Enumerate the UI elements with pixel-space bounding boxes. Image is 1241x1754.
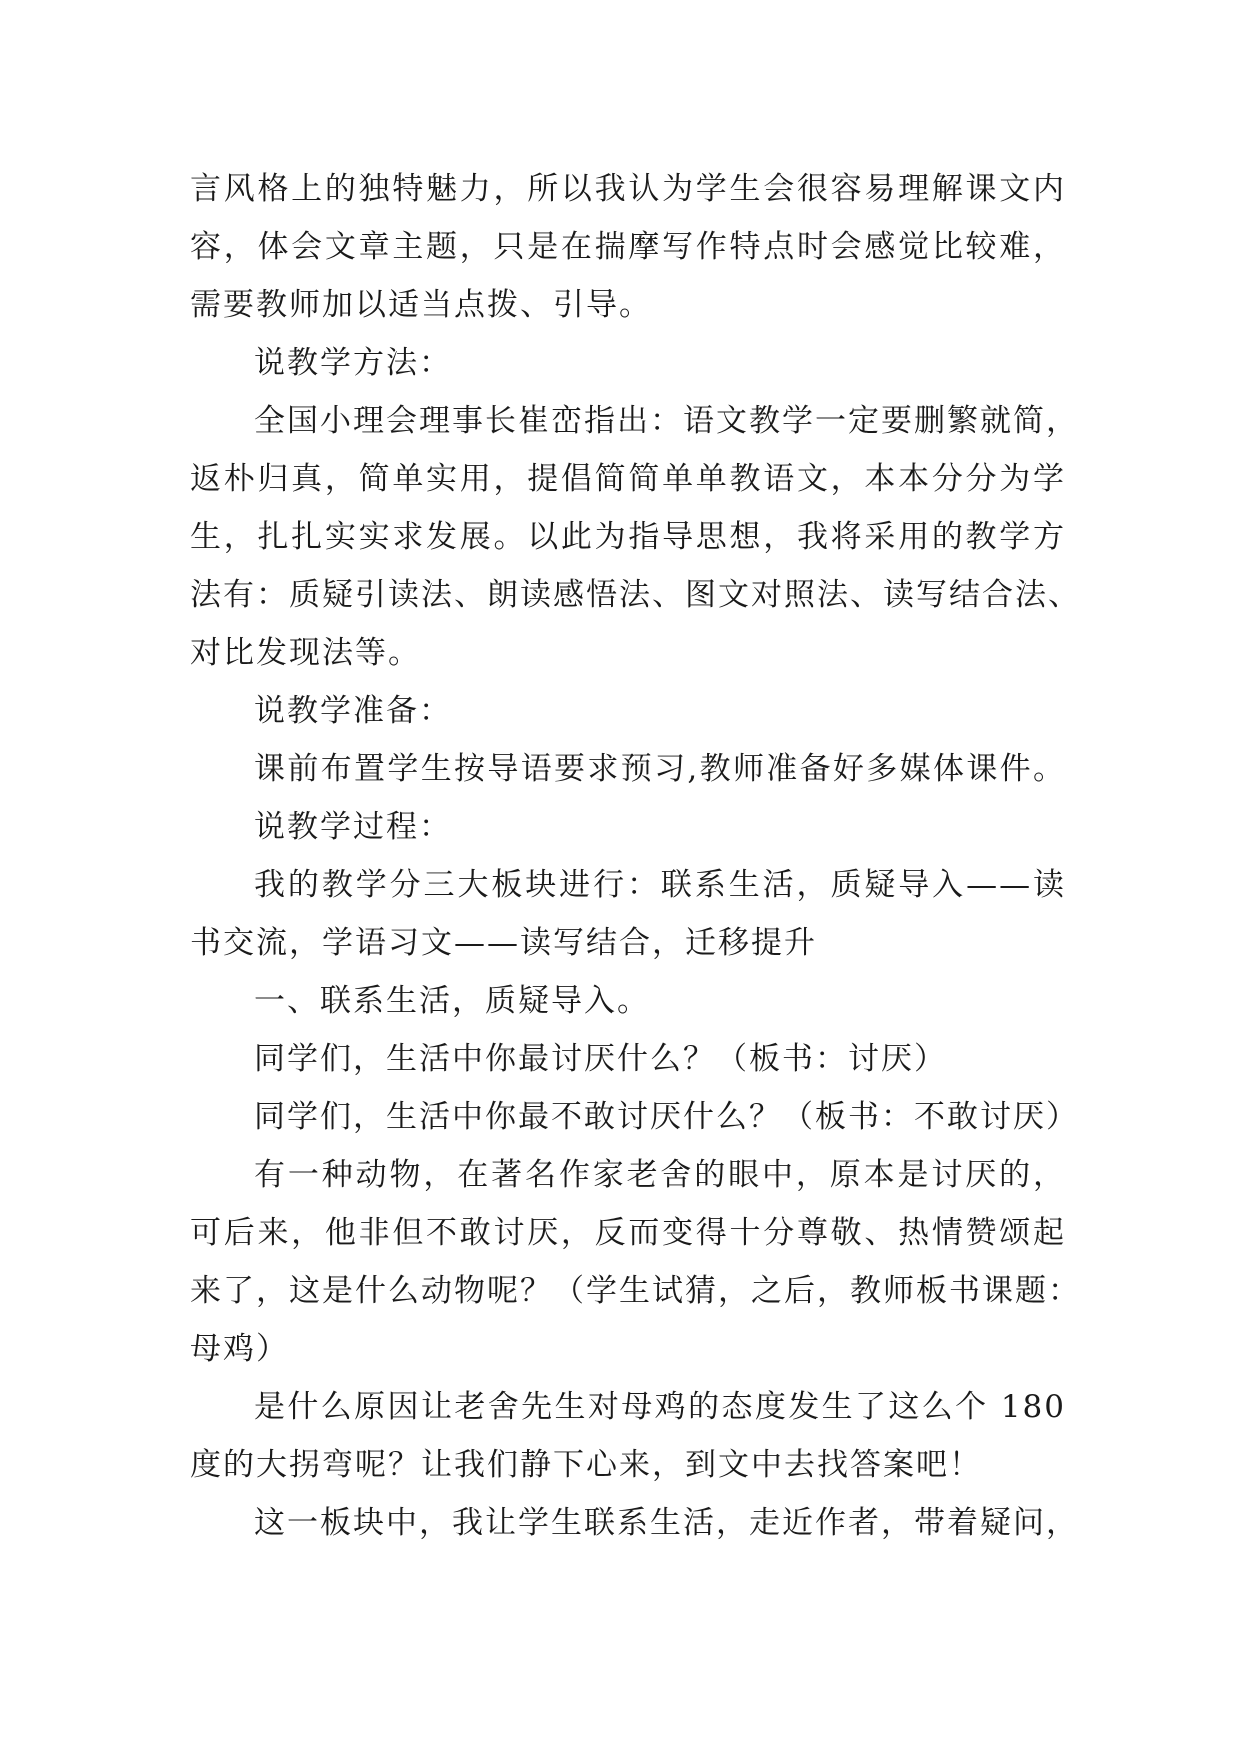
text-line: 这一板块中，我让学生联系生活，走近作者，带着疑问， — [254, 1505, 1079, 1541]
text-line: 对比发现法等。 — [190, 635, 421, 671]
text-line: 法有：质疑引读法、朗读感悟法、图文对照法、读写结合法、 — [190, 577, 1081, 613]
text-line: 有一种动物，在著名作家老舍的眼中，原本是讨厌的， — [254, 1157, 1066, 1193]
section-heading: 说教学过程： — [254, 809, 452, 845]
text-line: 全国小理会理事长崔峦指出：语文教学一定要删繁就简， — [254, 403, 1079, 439]
text-line: 是什么原因让老舍先生对母鸡的态度发生了这么个 180 — [254, 1389, 1066, 1425]
text-line: 言风格上的独特魅力，所以我认为学生会很容易理解课文内 — [190, 171, 1066, 207]
text-line: 可后来，他非但不敢讨厌，反而变得十分尊敬、热情赞颂起 — [190, 1215, 1066, 1251]
text-line: 返朴归真，简单实用，提倡简简单单教语文，本本分分为学 — [190, 461, 1066, 497]
section-heading: 一、联系生活，质疑导入。 — [254, 983, 650, 1019]
text-line: 同学们，生活中你最讨厌什么？（板书：讨厌） — [254, 1041, 947, 1077]
text-line: 生，扎扎实实求发展。以此为指导思想，我将采用的教学方 — [190, 519, 1066, 555]
text-line: 度的大拐弯呢？让我们静下心来，到文中去找答案吧！ — [190, 1447, 982, 1483]
section-heading: 说教学方法： — [254, 345, 452, 381]
text-line: 我的教学分三大板块进行：联系生活，质疑导入——读 — [254, 867, 1066, 903]
text-line: 母鸡） — [190, 1331, 289, 1367]
text-line: 需要教师加以适当点拨、引导。 — [190, 287, 652, 323]
text-line: 书交流，学语习文——读写结合，迁移提升 — [190, 925, 817, 961]
text-line: 容，体会文章主题，只是在揣摩写作特点时会感觉比较难， — [190, 229, 1066, 265]
document-body — [190, 160, 1081, 1552]
text-line: 课前布置学生按导语要求预习,教师准备好多媒体课件。 — [254, 751, 1066, 787]
section-heading: 说教学准备： — [254, 693, 452, 729]
text-line: 同学们，生活中你最不敢讨厌什么？（板书：不敢讨厌） — [254, 1099, 1079, 1135]
text-line: 来了，这是什么动物呢？（学生试猜，之后，教师板书课题： — [190, 1273, 1081, 1309]
